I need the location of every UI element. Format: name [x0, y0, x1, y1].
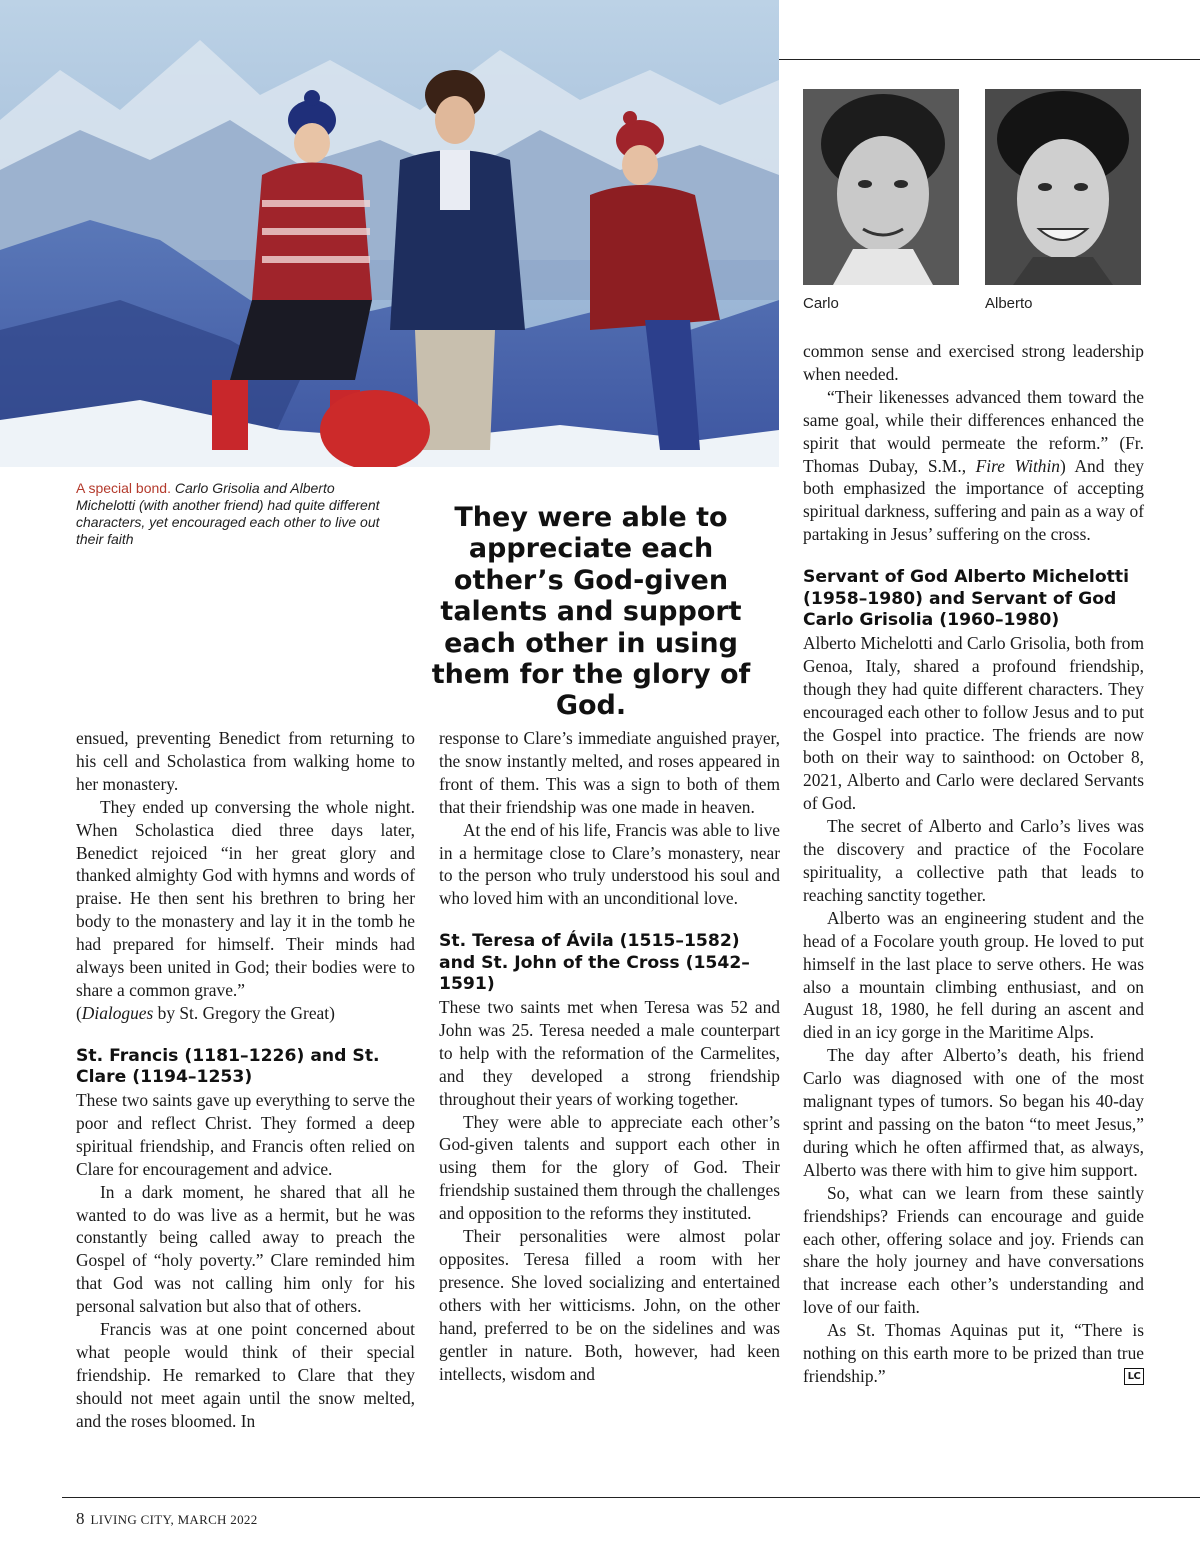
column-1	[76, 727, 415, 1433]
text-segment: “Their likenesses advanced them toward the same goal, while their differences enhanced the spirit that would permeate the reform.” (Fr. Thomas Dubay, S.M.,	[803, 386, 1144, 476]
paragraph: The day after Alberto’s death, his friend Carlo was diagnosed with one of the most malignant types of tumors. So began his 40-day sprint and passing on the baton “to meet Jesus,” during which he often affirmed that, as always, Alberto was there with him to give him support.	[803, 1045, 1144, 1180]
paragraph: They were able to appreciate each other’s God-given talents and support each other in using them for the glory of God. Their friendship sustained them through the challenges and opposition to the reforms they instituted.	[439, 1111, 780, 1224]
section-heading-teresa-john: St. Teresa of Ávila (1515–1582) and St. John of the Cross (1542–1591)	[439, 931, 750, 995]
page-number: 8	[76, 1509, 85, 1528]
paragraph-with-citation	[803, 386, 1144, 546]
section-heading-alberto-carlo: Servant of God Alberto Michelotti (1958–1980) and Servant of God Carlo Grisolia (1960–1980)	[803, 567, 1129, 631]
column-2	[439, 727, 780, 1385]
paragraph: These two saints met when Teresa was 52 and John was 25. Teresa needed a male counterpart to help with the reformation of the Carmelites, and they developed a strong friendship throughout their years of working together.	[439, 997, 780, 1109]
paragraph: In a dark moment, he shared that all he wanted to do was live as a hermit, but he was constantly being called away to preach the Gospel of “holy poverty.” Clare reminded him that God was not calling him only for his personal salvation but also that of others.	[76, 1181, 415, 1317]
bottom-rule	[62, 1497, 1200, 1498]
paragraph: The secret of Alberto and Carlo’s lives was the discovery and practice of the Focolare spirituality, a collective path that leads to reaching sanctity together.	[803, 816, 1144, 905]
paragraph: response to Clare’s immediate anguished prayer, the snow instantly melted, and roses appeared in front of them. This was a sign to both of them that their friendship was one made in heaven.	[439, 728, 780, 817]
paragraph: Alberto was an engineering student and the head of a Focolare youth group. He loved to put himself in the last place to serve others. He was also a mountain climbing enthusiast, and on August 18, 1980, he fell during an ascent and died in an icy gorge in the Maritime Alps.	[803, 907, 1144, 1043]
top-rule	[779, 59, 1200, 60]
closing-text: As St. Thomas Aquinas put it, “There is nothing on this earth more to be prized than true friendship.”	[803, 1320, 1144, 1386]
paragraph: common sense and exercised strong leadership when needed.	[803, 341, 1144, 384]
hero-photo	[0, 0, 779, 467]
portrait-caption-carlo: Carlo	[803, 295, 839, 312]
end-mark-icon: LC	[1124, 1368, 1144, 1385]
portrait-carlo	[803, 89, 959, 285]
portrait-alberto	[985, 89, 1141, 285]
citation	[76, 1002, 415, 1025]
paragraph: Their personalities were almost polar opposites. Teresa filled a room with her presence. She loved socializing and entertained others with her witticisms. John, on the other hand, preferred to be on the sidelines and was gentler in nature. Both, however, had keen intellects, wisdom and	[439, 1226, 780, 1384]
paragraph: So, what can we learn from these saintly friendships? Friends can encourage and guide each other, offering solace and joy. Friends can share the holy journey and have conversations that increase each other’s understanding and love of our faith.	[803, 1182, 1144, 1318]
paragraph: They ended up conversing the whole night. When Scholastica died three days later, Benedict rejoiced “in her great glory and thanked almighty God with hymns and words of praise. He then sent his brethren to bring her body to the monastery and lay it in the tomb he had prepared for himself. Their minds had always been united in God; their bodies were to share a common grave.”	[76, 796, 415, 1000]
magazine-issue: LIVING CITY, MARCH 2022	[90, 1512, 258, 1527]
text-segment: ) And they both emphasized the importance of accepting spiritual darkness, suffering and pain as a way of partaking in Jesus’ suffering on the cross.	[803, 455, 1144, 545]
paragraph: ensued, preventing Benedict from returning to his cell and Scholastica from walking home to her monastery.	[76, 728, 415, 794]
page-footer	[76, 1509, 258, 1529]
citation-title: Dialogues	[81, 1002, 154, 1023]
citation-open: (	[76, 1002, 82, 1023]
paragraph: These two saints gave up everything to serve the poor and reflect Christ. They formed a deep spiritual friendship, and Francis often relied on Clare for encouragement and advice.	[76, 1089, 415, 1179]
portrait-caption-alberto: Alberto	[985, 295, 1033, 312]
pull-quote: They were able to appreciate each other’s God-given talents and support each other in using them for the glory of God.	[431, 502, 751, 722]
paragraph: Francis was at one point concerned about what people would think of their special friendship. He remarked to Clare that they should not meet again until the snow melted, and the roses bloomed. In	[76, 1319, 415, 1431]
citation-source: by St. Gregory the Great)	[153, 1002, 335, 1023]
photo-caption-text: Carlo Grisolia and Alberto Michelotti (with another friend) had quite different characters, yet encouraged each other to live out their faith	[76, 480, 380, 547]
photo-caption-lead: A special bond.	[76, 480, 171, 496]
paragraph: At the end of his life, Francis was able to live in a hermitage close to Clare’s monastery, near to the person who truly understood his soul and who loved him with an unconditional love.	[439, 819, 780, 909]
paragraph: Alberto Michelotti and Carlo Grisolia, both from Genoa, Italy, shared a profound friendship, though they had quite different characters. They encouraged each other to follow Jesus and to put the Gospel into practice. The friends are now both on their way to sainthood: on October 8, 2021, Alberto and Carlo were declared Servants of God.	[803, 632, 1144, 814]
closing-paragraph	[803, 1319, 1144, 1388]
column-3	[803, 340, 1144, 1388]
section-heading-francis-clare: St. Francis (1181–1226) and St. Clare (1194–1253)	[76, 1045, 380, 1088]
citation-title: Fire Within	[975, 455, 1061, 476]
photo-caption	[76, 480, 396, 548]
